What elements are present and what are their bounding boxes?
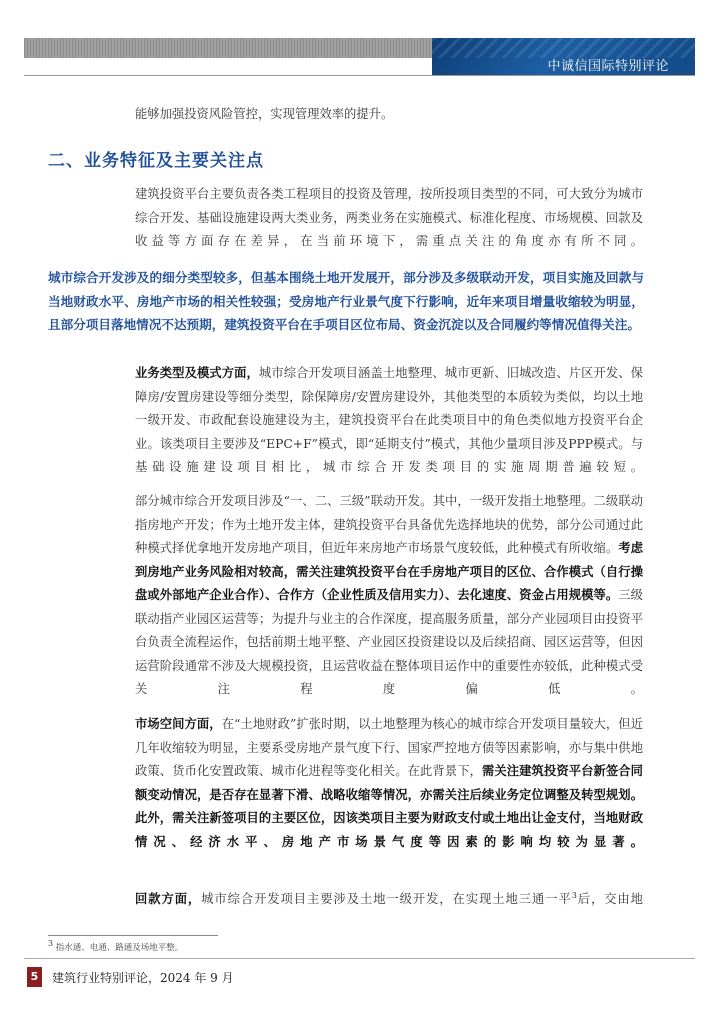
payment-lead: 回款方面， bbox=[135, 892, 202, 906]
footnote-number: 3 bbox=[48, 939, 54, 949]
business-type-lead: 业务类型及模式方面， bbox=[135, 366, 259, 380]
linkage-emphasis: 考虑到房地产业务风险相对较高，需关注建筑投资平台在手房地产项目的区位、合作模式（自行操盘或外部地产企业合作）、合作方（企业性质及信用实力）、去化速度、资金占用规模等。 bbox=[135, 541, 643, 602]
linkage-paragraph bbox=[135, 490, 643, 702]
page-number: 5 bbox=[27, 967, 42, 987]
market-emphasis: 需关注建筑投资平台新签合同额变动情况，是否存在显著下滑、战略收缩等情况，亦需关注后续业务定位调整及转型规划。此外，需关注新签项目的主要区位，因该类项目主要为财政支付或土地出让金支付，当地财政情况、经济水平、房地产市场景气度等因素的影响均较为显著。 bbox=[135, 764, 643, 849]
business-type-paragraph bbox=[135, 362, 643, 480]
intro-text: 能够加强投资风险管控，实现管理效率的提升。 bbox=[135, 107, 394, 121]
overview-text: 建筑投资平台主要负责各类工程项目的投资及管理，按所投项目类型的不同，可大致分为城市综合开发、基础设施建设两大类业务，两类业务在实施模式、标准化程度、市场规模、回款及收益等方面存在差异，在当前环境下，需重点关注的角度亦有所不同。 bbox=[135, 187, 643, 248]
footnote bbox=[48, 941, 183, 953]
linkage-text-1: 部分城市综合开发项目涉及“一、二、三级”联动开发。其中，一级开发指土地整理。二级联动指房地产开发；作为土地开发主体，建筑投资平台具备优先选择地块的优势，部分公司通过此种模式择优拿地开发房地产项目，但近年来房地产市场景气度较低，此种模式有所收缩。 bbox=[135, 494, 643, 555]
key-finding-paragraph: 城市综合开发涉及的细分类型较多，但基本围绕土地开发展开，部分涉及多级联动开发，项目实施及回款与当地财政水平、房地产市场的相关性较强；受房地产行业景气度下行影响，近年来项目增量收缩较为明显，且部分项目落地情况不达预期，建筑投资平台在手项目区位布局、资金沉淀以及合同履约等情况值得关注。 bbox=[48, 270, 644, 332]
overview-paragraph bbox=[135, 183, 643, 254]
payment-text-2: 后，交由地 bbox=[576, 892, 643, 906]
header-brand-title: 中诚信国际特别评论 bbox=[547, 59, 669, 74]
section-title: 二、业务特征及主要关注点 bbox=[48, 151, 264, 171]
footnote-reference[interactable]: 3 bbox=[571, 890, 577, 900]
footnote-rule bbox=[48, 935, 218, 936]
business-type-text: 城市综合开发项目涵盖土地整理、城市更新、旧城改造、片区开发、保障房/安置房建设等细分类型，除保障房/安置房建设外，其他类型的本质较为类似，均以土地一级开发、市政配套设施建设为主，建筑投资平台在此类项目中的角色类似地方投资平台企业。该类项目主要涉及“EPC+F”模式，即“延期支付”模式，其他少量项目涉及PPP模式。与基础设施建设项目相比，城市综合开发类项目的实施周期普遍较短。 bbox=[135, 366, 643, 474]
market-text-1: 在“土地财政”扩张时期，以土地整理为核心的城市综合开发项目量较大，但近几年收缩较为明显，主要系受房地产景气度下行、国家严控地方债等因素影响，亦与集中供地政策、货币化安置政策、城市化进程等变化相关。在此背景下， bbox=[135, 717, 643, 778]
footer-rule bbox=[24, 958, 695, 959]
publication-info: 建筑行业特别评论，2024 年 9 月 bbox=[52, 971, 234, 985]
market-lead: 市场空间方面， bbox=[135, 717, 222, 731]
payment-paragraph bbox=[135, 888, 643, 912]
market-paragraph bbox=[135, 713, 643, 854]
header-rule bbox=[24, 75, 695, 76]
linkage-text-2: 三级联动指产业园区运营等；为提升与业主的合作深度，提高服务质量，部分产业园项目由投资平台负责全流程运作，包括前期土地平整、产业园区投资建设以及后续招商、园区运营等，但因运营阶段通常不涉及大规模投资，且运营收益在整体项目运作中的重要性亦较低，此种模式受关注程度偏低。 bbox=[135, 588, 643, 696]
header-decorative-strip bbox=[24, 38, 432, 58]
header-brand-banner bbox=[432, 38, 695, 76]
payment-text-1: 城市综合开发项目主要涉及土地一级开发，在实现土地三通一平 bbox=[201, 892, 572, 906]
footnote-text: 指水通、电通、路通及场地平整。 bbox=[55, 943, 184, 953]
